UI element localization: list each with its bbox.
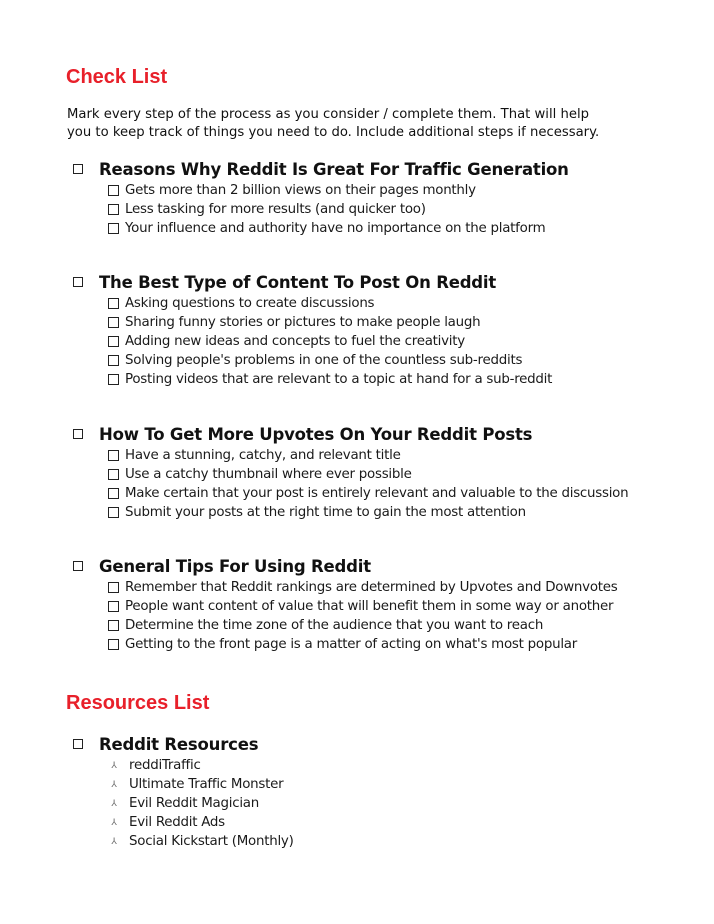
resource-item (108, 813, 294, 832)
item-checkbox[interactable] (108, 374, 119, 385)
item-checkbox[interactable] (108, 469, 119, 480)
intro-line: you to keep track of things you need to do. Include additional steps if necessary. (67, 125, 600, 140)
section-header (0, 554, 617, 578)
checklist-items (0, 294, 552, 389)
item-label: Use a catchy thumbnail where ever possible (125, 467, 412, 482)
arrow-up-bullet-icon: ⅄ (111, 817, 117, 828)
item-label: Gets more than 2 billion views on their pages monthly (125, 183, 476, 198)
resource-label: Social Kickstart (Monthly) (129, 834, 294, 849)
item-checkbox[interactable] (108, 336, 119, 347)
checklist-section (0, 157, 569, 238)
item-label: Asking questions to create discussions (125, 296, 375, 311)
section-header (0, 732, 294, 756)
checklist-item (108, 465, 628, 484)
item-label: Solving people's problems in one of the countless sub-reddits (125, 353, 523, 368)
checklist-item (108, 351, 552, 370)
resource-item (108, 756, 294, 775)
section-title: Reddit Resources (99, 734, 259, 754)
section-title: The Best Type of Content To Post On Reddit (99, 272, 497, 292)
arrow-up-bullet-icon: ⅄ (111, 836, 117, 847)
checklist-item (108, 181, 569, 200)
checklist-item (108, 219, 569, 238)
item-label: Make certain that your post is entirely relevant and valuable to the discussion (125, 486, 629, 501)
item-label: Remember that Reddit rankings are determined by Upvotes and Downvotes (125, 580, 618, 595)
checklist-section (0, 422, 628, 522)
section-checkbox[interactable] (73, 429, 83, 439)
checklist-item (108, 578, 617, 597)
section-header (0, 270, 552, 294)
checklist-item (108, 294, 552, 313)
item-label: Adding new ideas and concepts to fuel the creativity (125, 334, 465, 349)
item-checkbox[interactable] (108, 601, 119, 612)
resource-label: Evil Reddit Ads (129, 815, 225, 830)
intro-line: Mark every step of the process as you consider / complete them. That will help (67, 107, 589, 122)
checklist-heading: Check List (66, 66, 168, 88)
section-header (0, 422, 628, 446)
item-label: Your influence and authority have no importance on the platform (125, 221, 546, 236)
resource-item (108, 775, 294, 794)
checklist-item (108, 635, 617, 654)
checklist-item (108, 446, 628, 465)
item-checkbox[interactable] (108, 355, 119, 366)
checklist-item (108, 597, 617, 616)
arrow-up-bullet-icon: ⅄ (111, 798, 117, 809)
resource-item (108, 794, 294, 813)
checklist-intro (67, 106, 667, 142)
resource-items (0, 756, 294, 851)
item-checkbox[interactable] (108, 317, 119, 328)
item-label: Getting to the front page is a matter of acting on what's most popular (125, 637, 578, 652)
checklist-section (0, 270, 552, 389)
section-header (0, 157, 569, 181)
item-checkbox[interactable] (108, 582, 119, 593)
checklist-items (0, 446, 628, 522)
checklist-section (0, 554, 617, 654)
section-checkbox[interactable] (73, 739, 83, 749)
arrow-up-bullet-icon: ⅄ (111, 760, 117, 771)
item-checkbox[interactable] (108, 639, 119, 650)
checklist-item (108, 503, 628, 522)
checklist-items (0, 578, 617, 654)
checklist-item (108, 313, 552, 332)
resource-label: reddiTraffic (129, 758, 201, 773)
section-checkbox[interactable] (73, 277, 83, 287)
checklist-item (108, 200, 569, 219)
checklist-items (0, 181, 569, 238)
resource-label: Ultimate Traffic Monster (129, 777, 284, 792)
item-checkbox[interactable] (108, 488, 119, 499)
item-checkbox[interactable] (108, 507, 119, 518)
item-label: Less tasking for more results (and quicker too) (125, 202, 426, 217)
arrow-up-bullet-icon: ⅄ (111, 779, 117, 790)
item-label: Sharing funny stories or pictures to make people laugh (125, 315, 481, 330)
checklist-item (108, 484, 628, 503)
item-checkbox[interactable] (108, 620, 119, 631)
section-checkbox[interactable] (73, 164, 83, 174)
item-checkbox[interactable] (108, 204, 119, 215)
item-checkbox[interactable] (108, 223, 119, 234)
item-label: Submit your posts at the right time to gain the most attention (125, 505, 526, 520)
resource-item (108, 832, 294, 851)
item-label: Determine the time zone of the audience that you want to reach (125, 618, 544, 633)
resources-section (0, 732, 294, 851)
checklist-item (108, 616, 617, 635)
item-checkbox[interactable] (108, 185, 119, 196)
section-title: Reasons Why Reddit Is Great For Traffic Generation (99, 159, 569, 179)
checklist-item (108, 332, 552, 351)
section-title: How To Get More Upvotes On Your Reddit Posts (99, 424, 533, 444)
resources-heading: Resources List (66, 692, 210, 714)
item-checkbox[interactable] (108, 450, 119, 461)
resource-label: Evil Reddit Magician (129, 796, 260, 811)
item-label: People want content of value that will benefit them in some way or another (125, 599, 614, 614)
section-checkbox[interactable] (73, 561, 83, 571)
item-label: Posting videos that are relevant to a topic at hand for a sub-reddit (125, 372, 553, 387)
checklist-item (108, 370, 552, 389)
item-checkbox[interactable] (108, 298, 119, 309)
section-title: General Tips For Using Reddit (99, 556, 371, 576)
item-label: Have a stunning, catchy, and relevant title (125, 448, 401, 463)
